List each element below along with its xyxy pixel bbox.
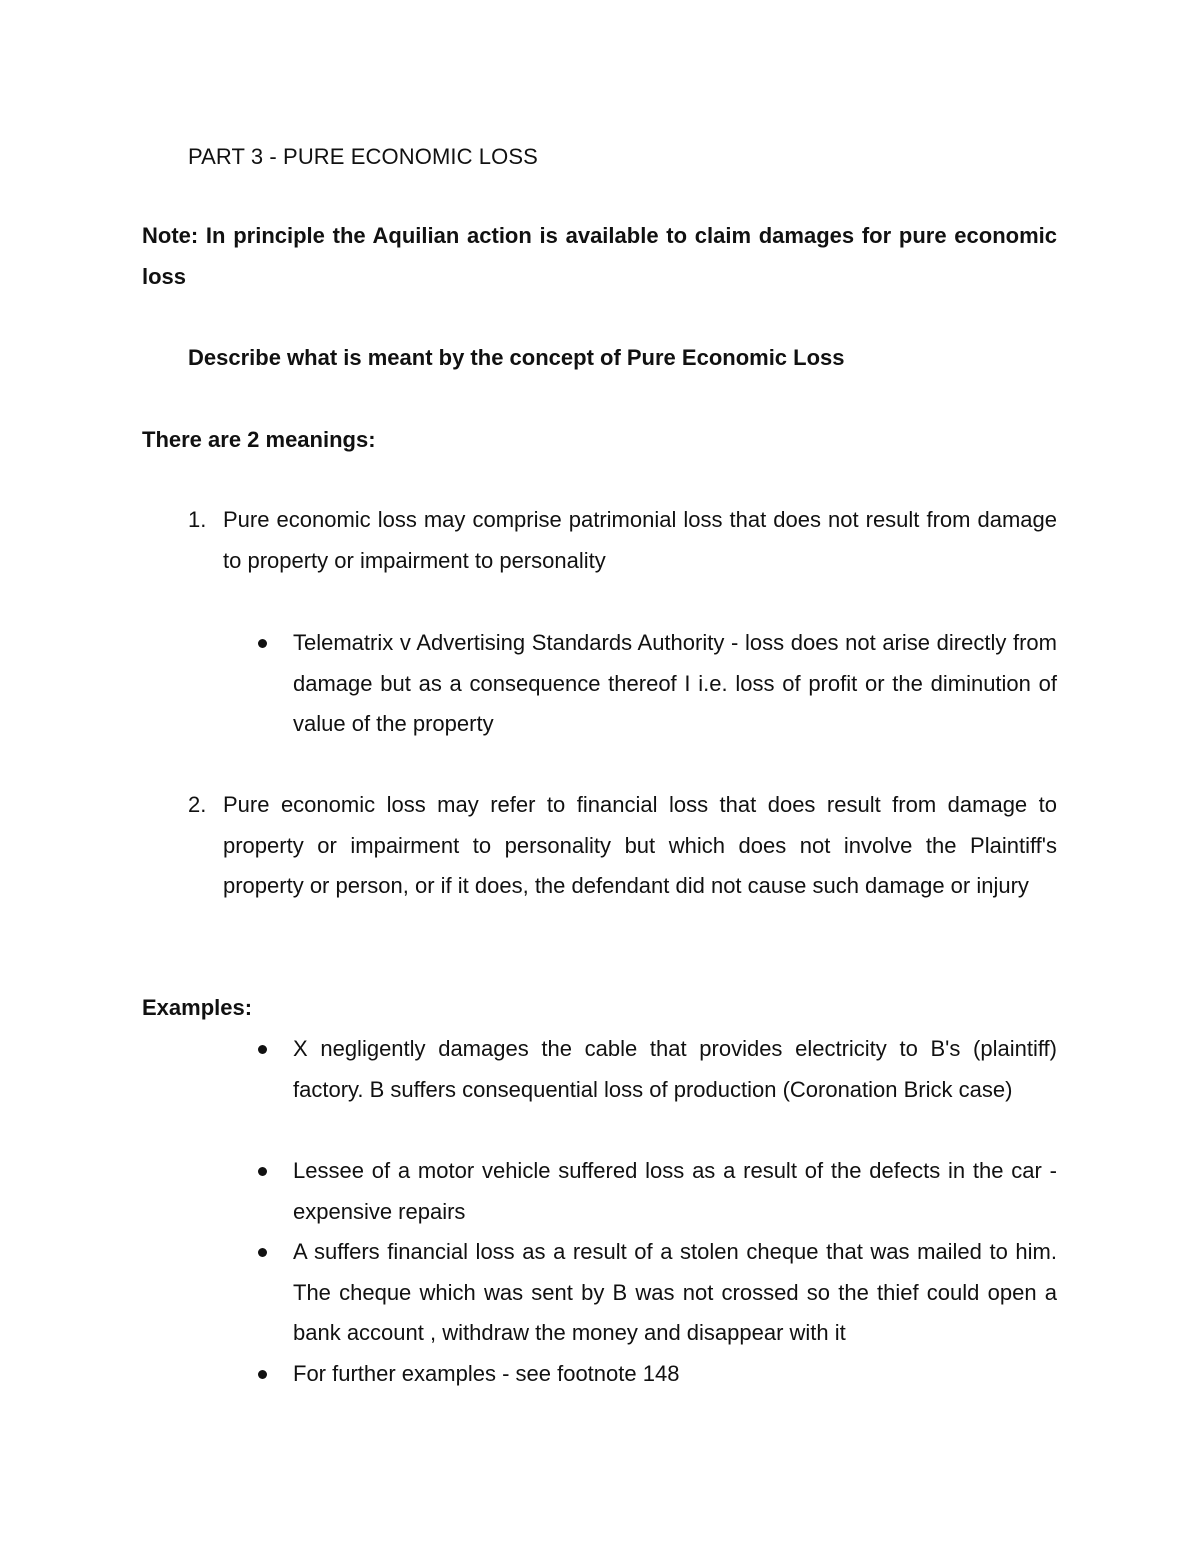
examples-heading: Examples: [142,995,253,1020]
bullet-icon [258,1167,267,1176]
bullet-icon [258,639,267,648]
document-page [142,0,1057,1553]
bullet-icon [258,1248,267,1257]
document-title: PART 3 - PURE ECONOMIC LOSS [188,144,538,169]
case-reference-text: Telematrix v Advertising Standards Authority - loss does not arise directly from damage but as a consequence thereof I i.e. loss of profit or the diminution of value of the property [293,630,1057,737]
example-text: X negligently damages the cable that provides electricity to B's (plaintiff) factory. B suffers consequential loss of production (Coronation Brick case) [293,1036,1057,1102]
question-heading: Describe what is meant by the concept of Pure Economic Loss [188,345,845,370]
bullet-icon [258,1370,267,1379]
list-item-text: Pure economic loss may refer to financial loss that does result from damage to property or impairment to personality but which does not involve the Plaintiff's property or person, or if it does, the defendant did not cause such damage or injury [223,792,1057,899]
meanings-heading: There are 2 meanings: [142,427,376,452]
bullet-icon [258,1045,267,1054]
example-text: For further examples - see footnote 148 [293,1361,680,1386]
list-item-text: Pure economic loss may comprise patrimonial loss that does not result from damage to property or impairment to personality [223,507,1057,573]
note-paragraph: Note: In principle the Aquilian action is available to claim damages for pure economic loss [142,223,1057,289]
list-number: 1. [188,507,207,532]
list-number: 2. [188,792,207,817]
example-text: A suffers financial loss as a result of a stolen cheque that was mailed to him. The cheque which was sent by B was not crossed so the thief could open a bank account , withdraw the money and disappear with it [293,1239,1057,1346]
example-text: Lessee of a motor vehicle suffered loss as a result of the defects in the car - expensive repairs [293,1158,1057,1224]
